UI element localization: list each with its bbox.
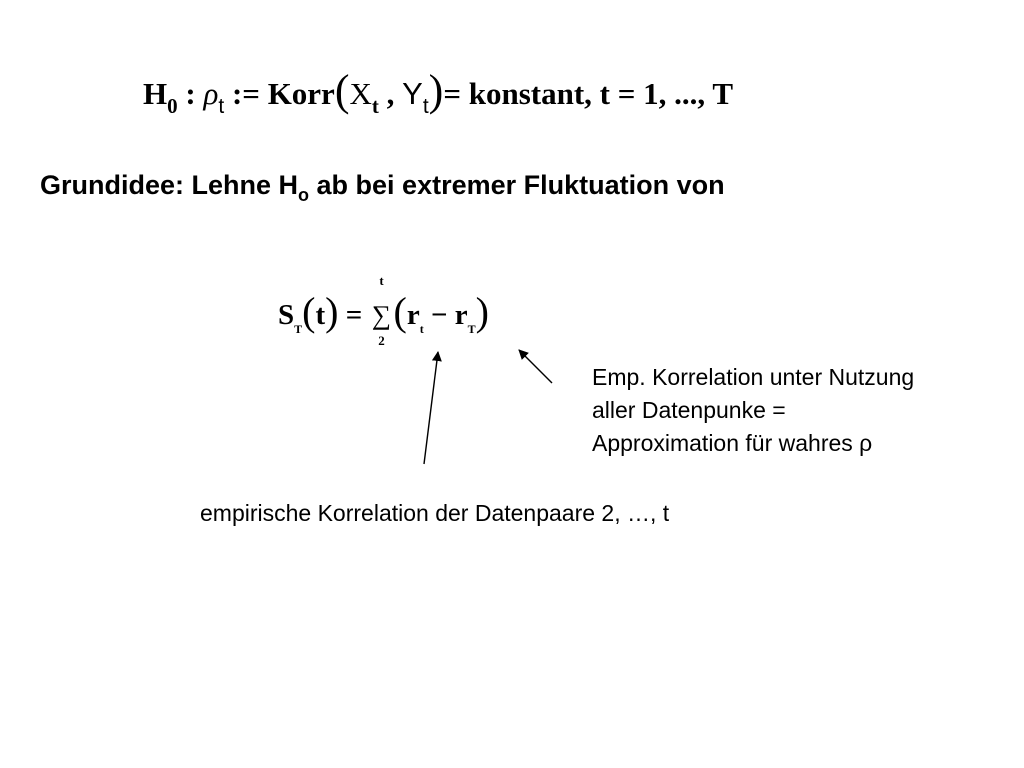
x-symbol: X (349, 76, 372, 111)
korr-label: Korr (267, 76, 335, 111)
annotation-right-line-2: aller Datenpunke = (592, 397, 786, 423)
colon: : (177, 76, 204, 111)
sum-symbol: ∑ (371, 300, 392, 330)
sum-lower-limit: 2 (378, 333, 385, 348)
t-symbol: t (315, 299, 326, 331)
hypothesis-rest: = konstant, t = 1, ..., T (443, 76, 734, 111)
r-symbol-2: r (454, 299, 468, 331)
open-paren-2: ( (393, 289, 407, 334)
y-subscript: t (422, 95, 429, 118)
hypothesis-formula (143, 66, 734, 118)
x-subscript: t (371, 94, 379, 118)
heading-grundidee (40, 170, 725, 205)
r-symbol-1: r (406, 299, 420, 331)
rho-symbol: ρ (203, 76, 219, 111)
heading-part1: Grundidee: Lehne H (40, 170, 299, 200)
h-subscript: 0 (167, 94, 178, 118)
heading-part2: ab bei extremer Fluktuation von (309, 170, 725, 200)
s-subscript: T (294, 322, 303, 336)
r2-subscript: T (467, 322, 476, 336)
annotation-right-line-3: Approximation für wahres ρ (592, 430, 873, 456)
s-symbol: S (278, 299, 295, 331)
minus-sign: − (423, 299, 455, 331)
assign-operator: := (224, 76, 268, 111)
close-paren: ) (325, 289, 339, 334)
close-paren: ) (428, 66, 444, 115)
r1-subscript: t (419, 322, 424, 336)
equals-sign: = (338, 299, 370, 331)
y-symbol: Y (402, 76, 423, 111)
annotation-right (592, 361, 914, 460)
h-symbol: H (143, 76, 168, 111)
annotation-bottom: empirische Korrelation der Datenpaare 2, …, t (200, 500, 670, 526)
summation (370, 273, 394, 348)
open-paren: ( (334, 66, 350, 115)
rho-subscript: t (218, 95, 225, 118)
comma: , (378, 76, 403, 111)
heading-subscript: o (298, 185, 310, 205)
open-paren: ( (302, 289, 316, 334)
arrow-to-rT (519, 350, 552, 383)
arrow-to-rt (424, 352, 438, 464)
annotation-right-line-1: Emp. Korrelation unter Nutzung (592, 364, 915, 390)
statistic-formula (278, 273, 489, 348)
sum-upper-limit: t (379, 273, 384, 288)
close-paren-2: ) (475, 289, 489, 334)
